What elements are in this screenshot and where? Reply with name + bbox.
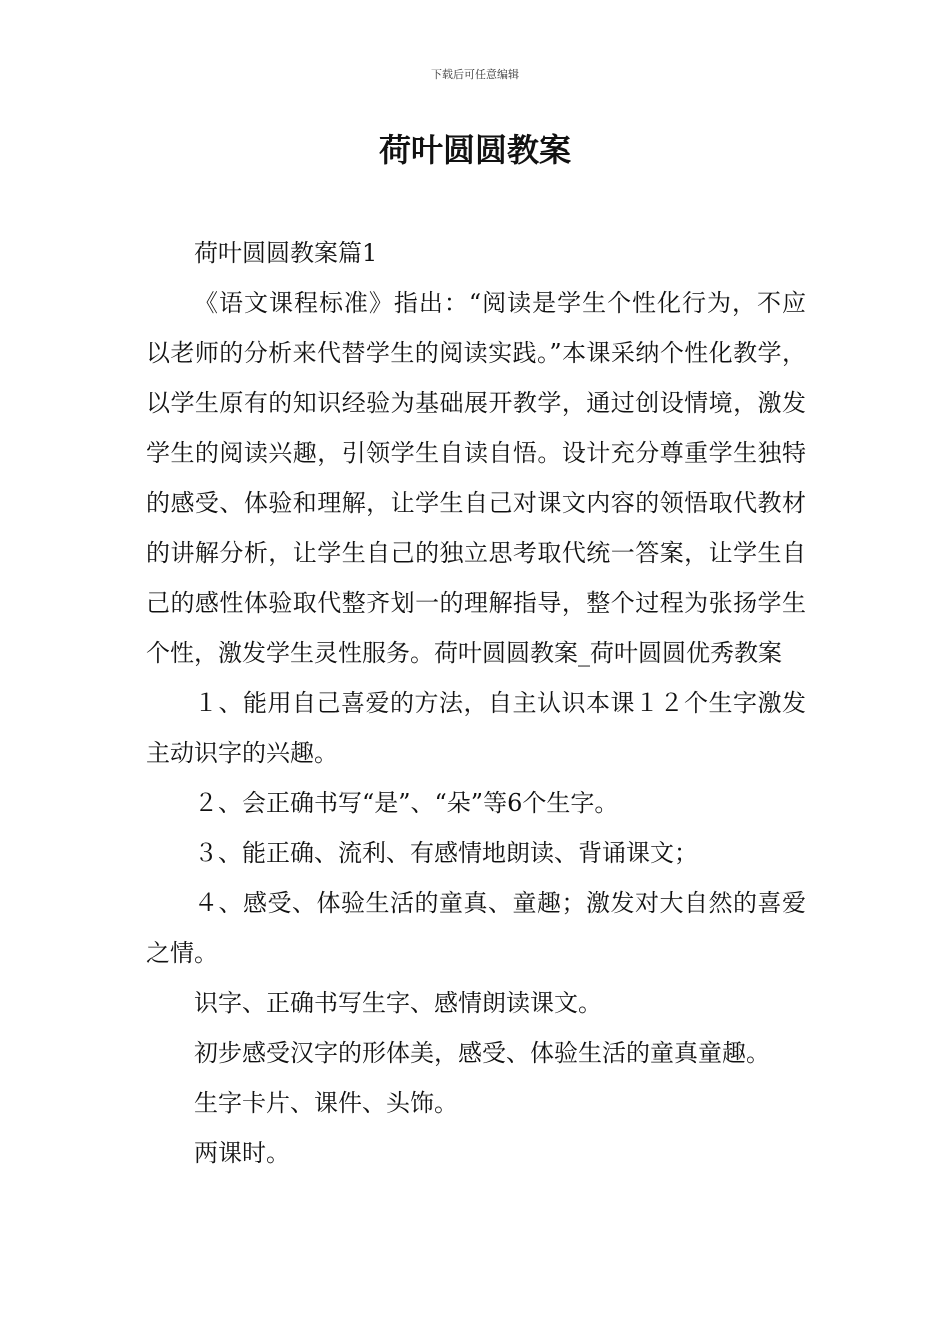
intro-paragraph: 《语文课程标准》指出：“阅读是学生个性化行为，不应以老师的分析来代替学生的阅读实践。”本课采纳个性化教学，以学生原有的知识经验为基础展开教学，通过创设情境，激发学生的阅读兴趣，引领学生自读自悟。设计充分尊重学生独特的感受、体验和理解，让学生自己对课文内容的领悟取代教材的讲解分析，让学生自己的独立思考取代统一答案，让学生自己的感性体验取代整齐划一的理解指导，整个过程为张扬学生个性，激发学生灵性服务。荷叶圆圆教案_荷叶圆圆优秀教案 (146, 289, 806, 667)
key-points: 识字、正确书写生字、感情朗读课文。 (194, 989, 602, 1017)
objective-2: ２、会正确书写“是”、“朵”等6个生字。 (194, 789, 619, 817)
objective-4: ４、感受、体验生活的童真、童趣；激发对大自然的喜爱之情。 (146, 889, 806, 967)
objective-3: ３、能正确、流利、有感情地朗读、背诵课文； (194, 839, 698, 867)
document-body (146, 228, 806, 1178)
section-heading: 荷叶圆圆教案篇1 (194, 239, 378, 267)
objective-1: １、能用自己喜爱的方法，自主认识本课１２个生字激发主动识字的兴趣。 (146, 689, 806, 767)
class-hours: 两课时。 (194, 1139, 290, 1167)
difficult-points: 初步感受汉字的形体美，感受、体验生活的童真童趣。 (194, 1039, 770, 1067)
document-title: 荷叶圆圆教案 (378, 131, 571, 169)
teaching-aids: 生字卡片、课件、头饰。 (194, 1089, 458, 1117)
header-note: 下载后可任意编辑 (431, 68, 519, 81)
